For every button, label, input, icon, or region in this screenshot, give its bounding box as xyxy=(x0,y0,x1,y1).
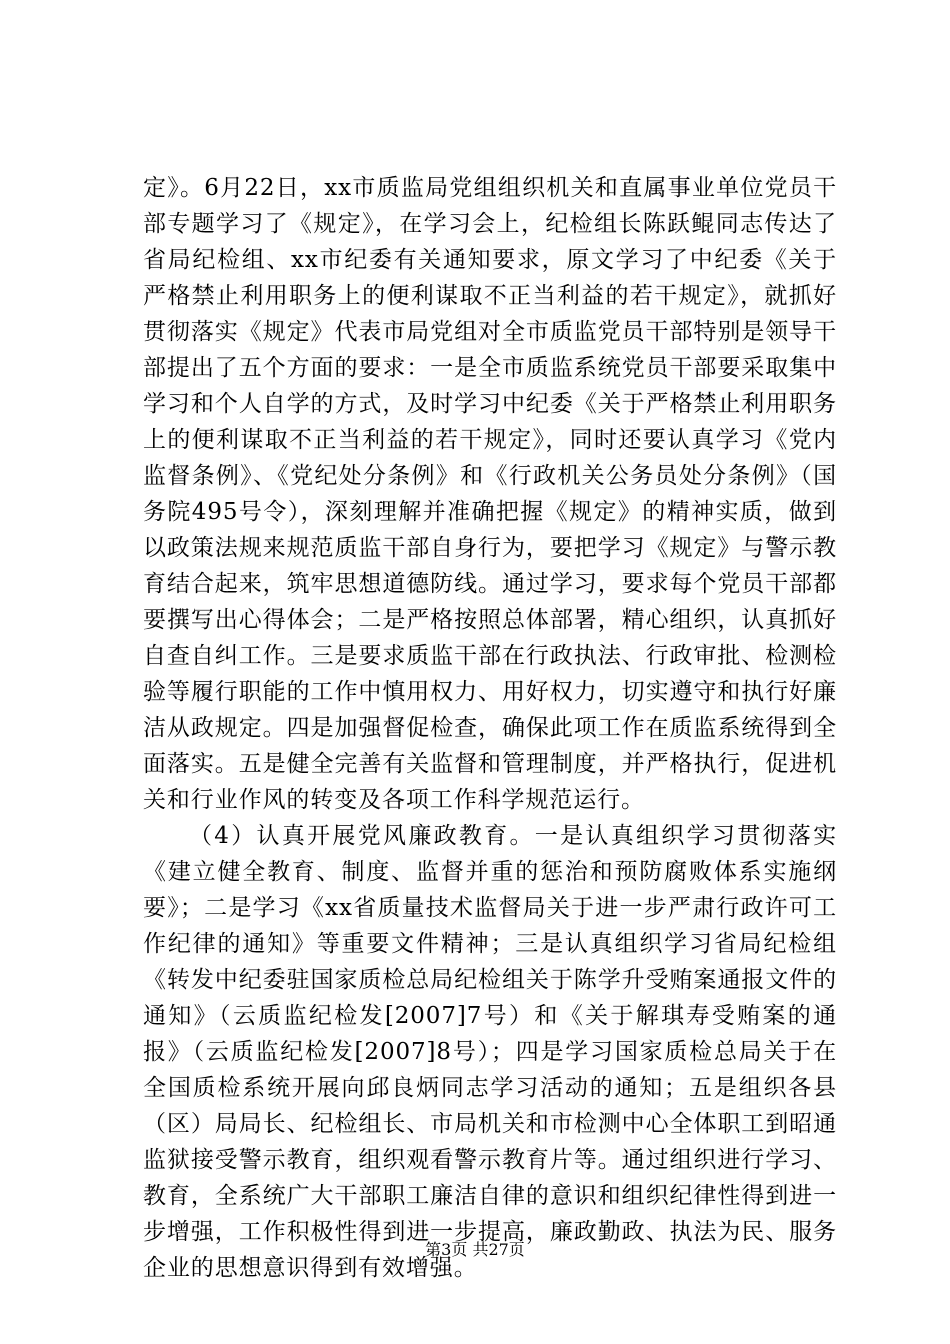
page-footer: 第3页 共27页 xyxy=(425,1240,525,1259)
document-body xyxy=(143,170,837,1286)
paragraph-2: （4）认真开展党风廉政教育。一是认真组织学习贯彻落实《建立健全教育、制度、监督并重的惩治和预防腐败体系实施纲要》；二是学习《xx省质量技术监督局关于进一步严肃行政许可工作纪律的通知》等重要文件精神；三是认真组织学习省局纪检组《转发中纪委驻国家质检总局纪检组关于陈学升受贿案通报文件的通知》（云质监纪检发[2007]7号）和《关于解琪寿受贿案的通报》（云质监纪检发[2007]8号）；四是学习国家质检总局关于在全国质检系统开展向邱良炳同志学习活动的通知；五是组织各县（区）局局长、纪检组长、市局机关和市检测中心全体职工到昭通监狱接受警示教育，组织观看警示教育片等。通过组织进行学习、教育，全系统广大干部职工廉洁自律的意识和组织纪律性得到进一步增强，工作积极性得到进一步提高，廉政勤政、执法为民、服务企业的思想意识得到有效增强。 xyxy=(143,823,837,1281)
paragraph-1: 定》。6月22日，xx市质监局党组组织机关和直属事业单位党员干部专题学习了《规定》，在学习会上，纪检组长陈跃鲲同志传达了省局纪检组、xx市纪委有关通知要求，原文学习了中纪委《关于严格禁止利用职务上的便利谋取不正当利益的若干规定》，就抓好贯彻落实《规定》代表市局党组对全市质监党员干部特别是领导干部提出了五个方面的要求：一是全市质监系统党员干部要采取集中学习和个人自学的方式，及时学习中纪委《关于严格禁止利用职务上的便利谋取不正当利益的若干规定》，同时还要认真学习《党内监督条例》、《党纪处分条例》和《行政机关公务员处分条例》（国务院495号令），深刻理解并准确把握《规定》的精神实质，做到以政策法规来规范质监干部自身行为，要把学习《规定》与警示教育结合起来，筑牢思想道德防线。通过学习，要求每个党员干部都要撰写出心得体会；二是严格按照总体部署，精心组织，认真抓好自查自纠工作。三是要求质监干部在行政执法、行政审批、检测检验等履行职能的工作中慎用权力、用好权力，切实遵守和执行好廉洁从政规定。四是加强督促检查，确保此项工作在质监系统得到全面落实。五是健全完善有关监督和管理制度，并严格执行，促进机关和行业作风的转变及各项工作科学规范运行。 xyxy=(143,175,837,813)
